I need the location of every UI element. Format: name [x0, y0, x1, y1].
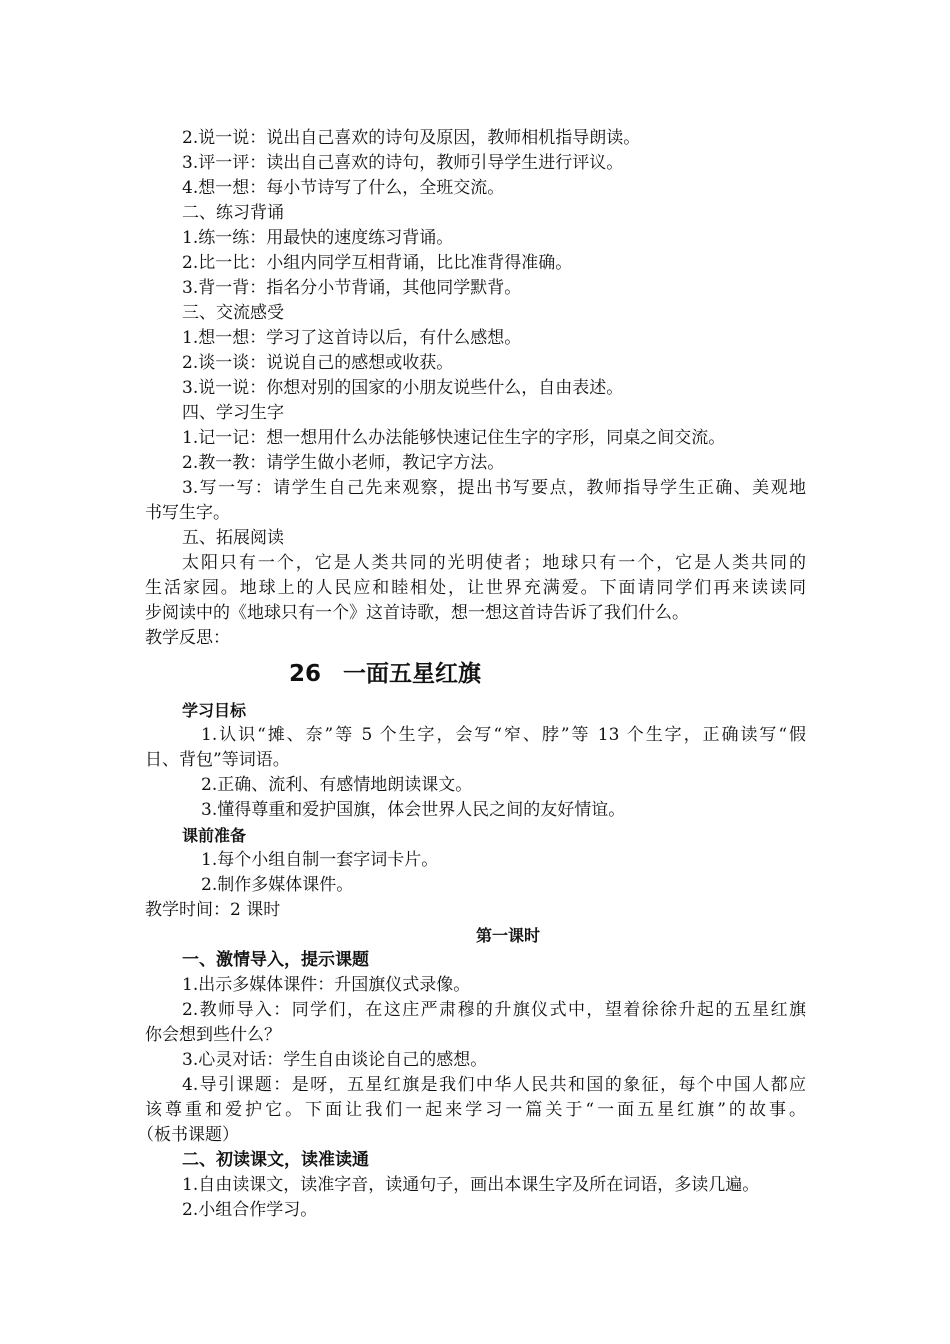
lesson-number: 26 [289, 661, 322, 687]
preparation-2: 2.制作多媒体课件。 [201, 875, 354, 895]
preparation-heading: 课前准备 [182, 826, 247, 845]
step-teach-line: 2.教一教：请学生做小老师，教记字方法。 [182, 453, 505, 473]
section-heading-intro: 一、激情导入，提示课题 [182, 950, 369, 970]
goal-1-line-1: 1.认识“摊、奈”等 5 个生字，会写“窄、脖”等 13 个生字，正确读写“假 [201, 725, 806, 745]
step-say-line: 2.说一说：说出自己喜欢的诗句及原因，教师相机指导朗读。 [182, 128, 641, 148]
goal-3: 3.懂得尊重和爱护国旗，体会世界人民之间的友好情谊。 [201, 800, 626, 820]
section-heading-recite: 二、练习背诵 [182, 203, 284, 223]
goal-1-line-2: 日、背包”等词语。 [145, 750, 290, 770]
section-heading-characters: 四、学习生字 [182, 403, 284, 423]
reading-step-1: 1.自由读课文，读准字音，读通句子，画出本课生字及所在词语，多读几遍。 [182, 1175, 760, 1195]
intro-step-4-line-1: 4.导引课题：是呀，五星红旗是我们中华人民共和国的象征，每个中国人都应 [182, 1075, 806, 1095]
section-heading-share: 三、交流感受 [182, 303, 284, 323]
intro-step-3: 3.心灵对话：学生自由谈论自己的感想。 [182, 1050, 488, 1070]
reading-paragraph-line-1: 太阳只有一个，它是人类共同的光明使者；地球只有一个，它是人类共同的 [182, 553, 806, 573]
intro-step-4-line-2: 该尊重和爱护它。下面让我们一起来学习一篇关于“一面五星红旗”的故事。 [145, 1100, 806, 1120]
preparation-1: 1.每个小组自制一套字词卡片。 [201, 850, 439, 870]
step-recite-line: 3.背一背：指名分小节背诵，其他同学默背。 [182, 278, 522, 298]
intro-step-2-line-1: 2.教师导入：同学们，在这庄严肃穆的升旗仪式中，望着徐徐升起的五星红旗 [182, 1000, 806, 1020]
goal-2: 2.正确、流利、有感情地朗读课文。 [201, 775, 473, 795]
goals-heading: 学习目标 [182, 701, 247, 720]
intro-step-1: 1.出示多媒体课件：升国旗仪式录像。 [182, 975, 471, 995]
period-heading: 第一课时 [476, 926, 541, 945]
reading-step-2: 2.小组合作学习。 [182, 1200, 318, 1220]
step-think-line: 4.想一想：每小节诗写了什么，全班交流。 [182, 178, 505, 198]
teaching-time: 教学时间：2 课时 [145, 900, 281, 920]
step-write-line-1: 3.写一写：请学生自己先来观察，提出书写要点，教师指导学生正确、美观地 [182, 478, 806, 498]
intro-step-4-line-3: （板书课题） [137, 1125, 239, 1145]
step-reflect-line: 1.想一想：学习了这首诗以后，有什么感想。 [182, 328, 522, 348]
step-practice-line: 1.练一练：用最快的速度练习背诵。 [182, 228, 454, 248]
section-heading-extended-reading: 五、拓展阅读 [182, 528, 284, 548]
step-evaluate-line: 3.评一评：读出自己喜欢的诗句，教师引导学生进行评议。 [182, 153, 624, 173]
step-compare-line: 2.比一比：小组内同学互相背诵，比比准背得准确。 [182, 253, 573, 273]
step-memorize-line: 1.记一记：想一想用什么办法能够快速记住生字的字形，同桌之间交流。 [182, 428, 726, 448]
lesson-title-text: 一面五星红旗 [343, 661, 482, 687]
section-heading-first-reading: 二、初读课文，读准读通 [182, 1150, 369, 1170]
reading-paragraph-line-3: 步阅读中的《地球只有一个》这首诗歌，想一想这首诗告诉了我们什么。 [145, 603, 689, 623]
reading-paragraph-line-2: 生活家园。地球上的人民应和睦相处，让世界充满爱。下面请同学们再来读读同 [145, 578, 806, 598]
teaching-reflection-label: 教学反思： [145, 628, 230, 648]
step-express-line: 3.说一说：你想对别的国家的小朋友说些什么，自由表述。 [182, 378, 624, 398]
step-talk-line: 2.谈一谈：说说自己的感想或收获。 [182, 353, 454, 373]
intro-step-2-line-2: 你会想到些什么？ [145, 1025, 281, 1045]
lesson-title [289, 659, 481, 689]
step-write-line-2: 书写生字。 [145, 503, 230, 523]
